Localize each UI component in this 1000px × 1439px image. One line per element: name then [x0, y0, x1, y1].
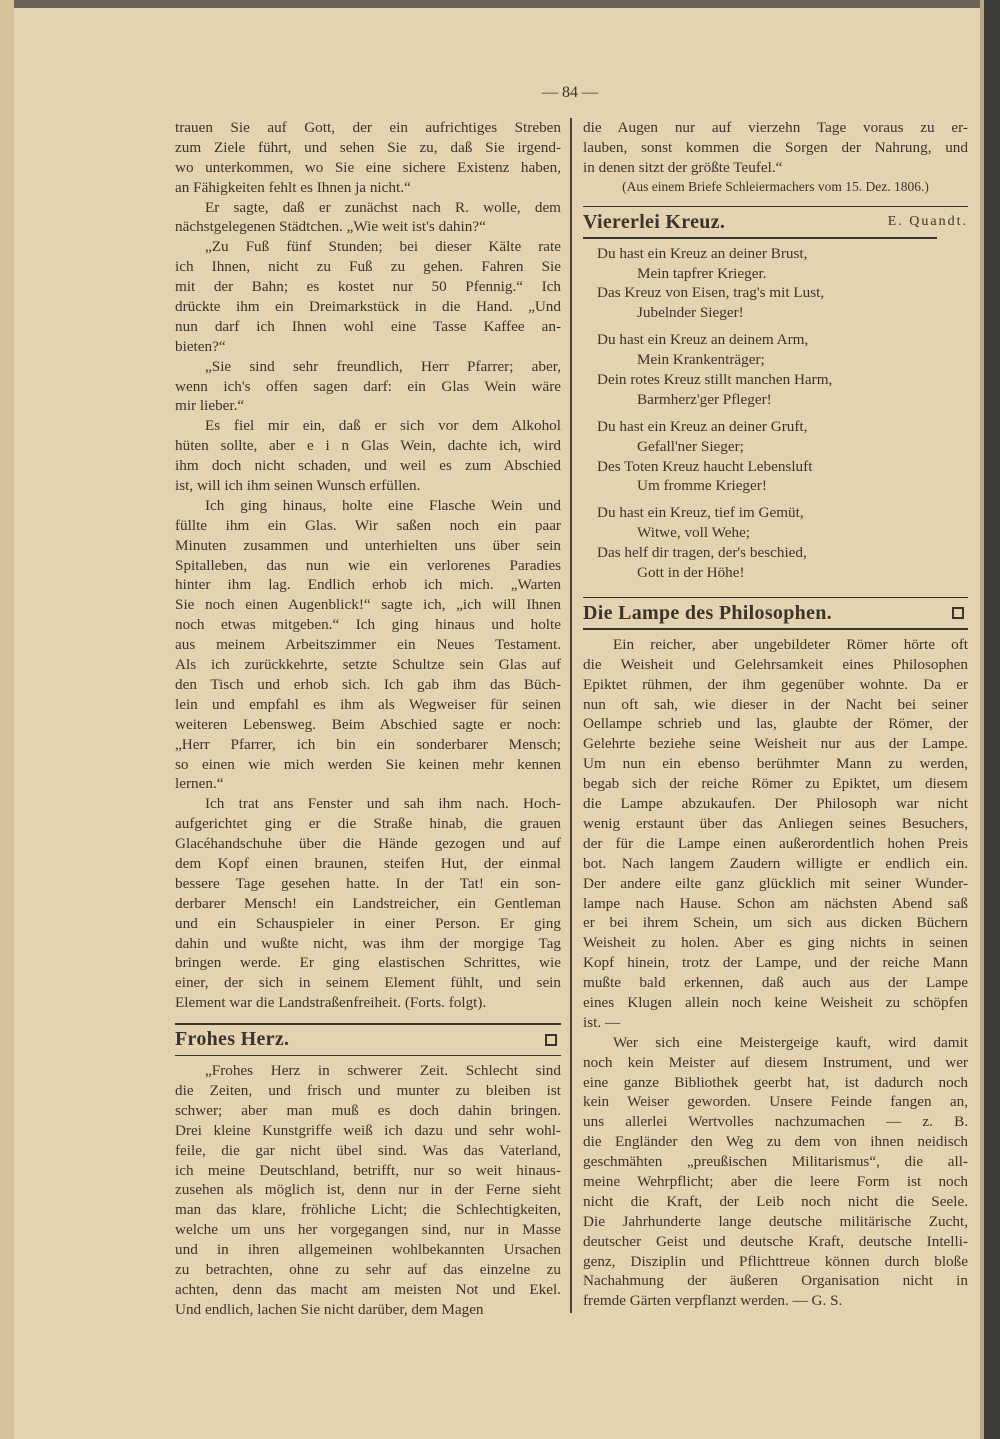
text-line: ich meine Deutschland, betrifft, nur so weit hinaus- — [175, 1161, 561, 1179]
section-heading — [175, 1025, 561, 1055]
text-line: bot. Nach langem Zaudern willigte er endlich ein. — [583, 854, 968, 872]
left-column — [175, 118, 561, 1320]
text-line: eines Klugen allein noch keine Weisheit zu schöpfen — [583, 993, 968, 1011]
text-line: Es fiel mir ein, daß er sich vor dem Alkohol — [205, 417, 561, 435]
text-line: trauen Sie auf Gott, der ein aufrichtiges Streben — [175, 119, 561, 136]
poem-stanza — [583, 244, 968, 324]
page-number: — 84 — — [542, 84, 598, 101]
story-continuation — [175, 118, 561, 1013]
text-line: achten, denn das macht am meisten Not und Ekel. — [175, 1280, 561, 1298]
text-line: dem Kopf einen braunen, steifen Hut, der einmal — [175, 854, 561, 872]
text-line: deutscher Geist und deutsche Kraft, deutsche Intelli- — [583, 1232, 968, 1250]
text-line: Der andere eilte ganz glücklich mit seiner Wunder- — [583, 874, 968, 892]
text-line: eine ganze Bibliothek geerbt hat, ist dadurch noch — [583, 1073, 968, 1091]
poem-line: Gott in der Höhe! — [637, 564, 745, 582]
text-line: feile, die gar nicht übel sind. Was das Vaterland, — [175, 1141, 561, 1159]
text-line: Er sagte, daß er zunächst nach R. wolle, dem — [205, 198, 561, 216]
text-line: ich Ihnen, nicht zu Fuß zu gehen. Fahren Sie — [175, 258, 561, 276]
text-line: nicht die Kraft, der Leib noch nicht die Seele. — [583, 1192, 968, 1210]
text-line: Die Jahrhunderte lange deutsche militärische Zucht, — [583, 1212, 968, 1230]
text-line: Spitalleben, das nun wie ein verlorenes Paradies — [175, 556, 561, 574]
text-line: in denen sitzt der größte Teufel.“ — [583, 158, 783, 176]
section-rule — [583, 628, 968, 630]
text-line: Ich ging hinaus, holte eine Flasche Wein und — [205, 496, 561, 514]
text-line: Nachahmung der äußeren Organisation nicht in — [583, 1272, 968, 1290]
poem-line: Du hast ein Kreuz, tief im Gemüt, — [597, 504, 804, 522]
text-line: kein Weiser geworden. Unsere Feinde fangen an, — [583, 1093, 968, 1111]
text-line: „Herr Pfarrer, ich bin ein sonderbarer Mensch; — [175, 735, 561, 753]
square-ornament-icon — [952, 607, 964, 619]
text-line: meine Wehrpflicht; aber die leere Form ist noch — [583, 1172, 968, 1190]
poem-line: Dein rotes Kreuz stillt manchen Harm, — [597, 371, 833, 389]
poem-line: Gefall'ner Sieger; — [637, 437, 744, 455]
text-line: an Fähigkeiten fehlt es Ihnen ja nicht.“ — [175, 178, 411, 196]
text-line: bieten?“ — [175, 337, 226, 355]
text-line: Kopf hinein, trotz der Lampe, und der reiche Mann — [583, 954, 968, 972]
text-line: ihm doch nicht schaden, und weil es zum Abschied — [175, 457, 561, 475]
text-line: die Weisheit und Gelehrsamkeit eines Philosophen — [583, 655, 968, 673]
lampe-title: Die Lampe des Philosophen. — [583, 601, 832, 624]
frohes-herz-continuation — [583, 118, 968, 178]
text-line: Drei kleine Kunstgriffe weiß ich dazu und sehr wohl- — [175, 1121, 561, 1139]
right-column — [583, 118, 968, 1311]
poem-line: Des Toten Kreuz haucht Lebensluft — [597, 457, 813, 475]
poem-line: Um fromme Krieger! — [637, 477, 767, 495]
source-caption: (Aus einem Briefe Schleiermachers vom 15. Dez. 1806.) — [622, 178, 929, 194]
text-line: einer, der sich in seinem Element fühlt, und sein — [175, 974, 561, 992]
text-line: bessere Tage gesehen hatte. In der Tat! ein son- — [175, 874, 561, 892]
scan-left-edge — [0, 0, 14, 1439]
text-line: nächstgelegenen Städtchen. „Wie weit ist's dahin?“ — [175, 218, 486, 236]
text-line: lampe nach Hause. Schon am nächsten Abend saß — [583, 894, 968, 912]
text-line: lauben, sonst kommen die Sorgen der Nahrung, und — [583, 138, 968, 156]
text-line: die Zeiten, und frisch und munter zu bleiben ist — [175, 1081, 561, 1099]
text-line: zu betrachten, ohne zu sehr auf das einzelne zu — [175, 1260, 561, 1278]
text-line: noch kein Meister auf diesem Instrument, und wer — [583, 1053, 968, 1071]
text-line: er bei ihrem Schein, um sich aus dicken Büchern — [583, 914, 968, 932]
text-line: schwer; aber man muß es doch dahin bringen. — [175, 1101, 561, 1119]
poem-line: Jubelnder Sieger! — [637, 304, 744, 322]
text-line: wenig erstaunt über das Anliegen seines Besuchers, — [583, 814, 968, 832]
poem-title: Viererlei Kreuz. — [583, 210, 726, 233]
text-line: und ein Schauspieler in einer Person. Er ging — [175, 914, 561, 932]
text-line: aufgerichtet ging er die Straße hinab, die grauen — [175, 815, 561, 833]
text-line: fremde Gärten verpflanzt werden. — G. S. — [583, 1292, 843, 1310]
text-line: Epiktet rühmen, der ihm gegenüber wohnte. Da er — [583, 675, 968, 693]
text-line: Um nun ein ebenso berühmter Mann zu werden, — [583, 755, 968, 773]
text-line: Wer sich eine Meistergeige kauft, wird damit — [613, 1033, 968, 1051]
text-line: welche um uns her vorgegangen sind, nur in Masse — [175, 1221, 561, 1239]
poem-line: Du hast ein Kreuz an deinem Arm, — [597, 331, 809, 349]
text-line: mit der Bahn; es kostet nur 50 Pfennig.“ Ich — [175, 278, 561, 296]
text-line: „Zu Fuß fünf Stunden; bei dieser Kälte rate — [205, 238, 561, 256]
text-line: dahin und wußte nicht, was ihm der morgige Tag — [175, 934, 561, 952]
section-rule — [583, 237, 937, 239]
scan-binding-edge — [984, 0, 1000, 1439]
text-line: mir lieber.“ — [175, 397, 245, 415]
poem-stanza — [583, 503, 968, 583]
column-divider — [570, 118, 572, 1313]
text-line: „Sie sind sehr freundlich, Herr Pfarrer; aber, — [205, 357, 561, 375]
poem-stanza — [583, 417, 968, 497]
text-line: Weisheit zu holen. Aber es ging nichts in seinen — [583, 934, 968, 952]
text-line: Ein reicher, aber ungebildeter Römer hörte oft — [613, 635, 968, 653]
text-line: aus meinem Arbeitszimmer ein Neues Testament. — [175, 636, 561, 654]
poem-line: Du hast ein Kreuz an deiner Gruft, — [597, 417, 808, 435]
section-rule — [175, 1055, 561, 1057]
text-line: derbarer Mensch! ein Landstreicher, ein Gentleman — [175, 894, 561, 912]
poem-line: Das helf dir tragen, der's beschied, — [597, 544, 807, 562]
text-line: Und endlich, lachen Sie nicht darüber, dem Magen — [175, 1300, 484, 1318]
poem — [583, 244, 968, 583]
text-line: die Augen nur auf vierzehn Tage voraus zu er- — [583, 119, 968, 136]
text-line: der für die Lampe einen außerordentlich hohen Preis — [583, 834, 968, 852]
section-heading — [583, 207, 968, 237]
text-line: weiteren Lebensweg. Beim Abschied sagte er noch: — [175, 715, 561, 733]
text-line: die Engländer den Weg zu dem von ihnen neidisch — [583, 1133, 968, 1151]
poem-stanza — [583, 330, 968, 410]
frohes-herz-title: Frohes Herz. — [175, 1028, 290, 1051]
text-line: zusehen als möglich ist, denn nur in der Ferne sieht — [175, 1181, 561, 1199]
text-line: so einen wie mich werden Sie keinen mehr kennen — [175, 755, 561, 773]
lampe-text — [583, 635, 968, 1311]
poem-line: Du hast ein Kreuz an deiner Brust, — [597, 244, 808, 262]
poem-line: Witwe, voll Wehe; — [637, 524, 751, 542]
poem-line: Mein tapfrer Krieger. — [637, 264, 767, 282]
text-line: lernen.“ — [175, 775, 224, 793]
text-line: „Frohes Herz in schwerer Zeit. Schlecht sind — [205, 1062, 561, 1080]
text-line: nun oft sah, wie dieser in der Nacht bei seiner — [583, 695, 968, 713]
text-line: Minuten zusammen und unterhielten uns über sein — [175, 536, 561, 554]
poem-line: Mein Krankenträger; — [637, 351, 765, 369]
text-line: wo unterkommen, wo Sie eine sichere Existenz haben, — [175, 158, 561, 176]
text-line: den Tisch und erhob sich. Ich gab ihm das Büch- — [175, 675, 561, 693]
text-line: Gelehrte beziehe seine Weisheit nur aus der Lampe. — [583, 735, 968, 753]
text-line: genz, Disziplin und Pflichttreue können durch bloße — [583, 1252, 968, 1270]
text-line: hinter ihm lag. Endlich erhob ich mich. „Warten — [175, 576, 561, 594]
poem-line: Barmherz'ger Pfleger! — [637, 390, 772, 408]
text-line: ist, will ich ihm seinen Wunsch erfüllen. — [175, 477, 421, 495]
text-line: ist. — — [583, 1013, 621, 1031]
text-line: drückte ihm ein Dreimarkstück in die Hand. „Und — [175, 298, 561, 316]
text-line: uns allerlei Wertvolles nachzumachen — z. B. — [583, 1113, 968, 1131]
text-line: Als ich zurückkehrte, setzte Schultze sein Glas auf — [175, 656, 561, 674]
text-line: begab sich der reiche Römer zu Epiktet, um diesem — [583, 775, 968, 793]
text-line: zum Ziele führt, und sehen Sie zu, daß Sie irgend- — [175, 138, 561, 156]
text-line: lein und empfahl es ihm als Wegweiser für seinen — [175, 695, 561, 713]
text-line: Oellampe schrieb und las, glaubte der Römer, der — [583, 715, 968, 733]
text-line: füllte ihm ein Glas. Wir saßen noch ein paar — [175, 516, 561, 534]
text-line: Glacéhandschuhe über die Hände gezogen und auf — [175, 835, 561, 853]
text-line: wenn ich's offen sagen darf: ein Glas Wein wäre — [175, 377, 561, 395]
text-line: nun darf ich Ihnen wohl eine Tasse Kaffee an- — [175, 317, 561, 335]
square-ornament-icon — [545, 1034, 557, 1046]
text-line: die Lampe abzukaufen. Der Philosoph war nicht — [583, 795, 968, 813]
text-line: geschmähten „preußischen Militarismus“, die all- — [583, 1153, 968, 1171]
text-line: bringen werde. Er ging elastischen Schrittes, wie — [175, 954, 561, 972]
scan-top-edge — [0, 0, 1000, 8]
text-line: Ich trat ans Fenster und sah ihm nach. Hoch- — [205, 795, 561, 813]
text-line: Sie noch einen Augenblick!“ sagte ich, „ich will Ihnen — [175, 596, 561, 614]
poem-author: E. Quandt. — [887, 214, 968, 230]
text-line: Element war die Landstraßenfreiheit. (Forts. folgt). — [175, 994, 487, 1012]
text-line: hüten sollte, aber e i n Glas Wein, dachte ich, wird — [175, 437, 561, 455]
text-line: und in ihren allgemeinen wohlbekannten Ursachen — [175, 1241, 561, 1259]
text-line: mußte bald erkennen, daß auch aus der Lampe — [583, 974, 968, 992]
text-line: man das klare, fröhliche Licht; die Schlechtigkeiten, — [175, 1201, 561, 1219]
poem-line: Das Kreuz von Eisen, trag's mit Lust, — [597, 284, 825, 302]
text-line: noch etwas mitgeben.“ Ich ging hinaus und holte — [175, 616, 561, 634]
frohes-herz-text — [175, 1061, 561, 1320]
section-heading — [583, 598, 968, 628]
